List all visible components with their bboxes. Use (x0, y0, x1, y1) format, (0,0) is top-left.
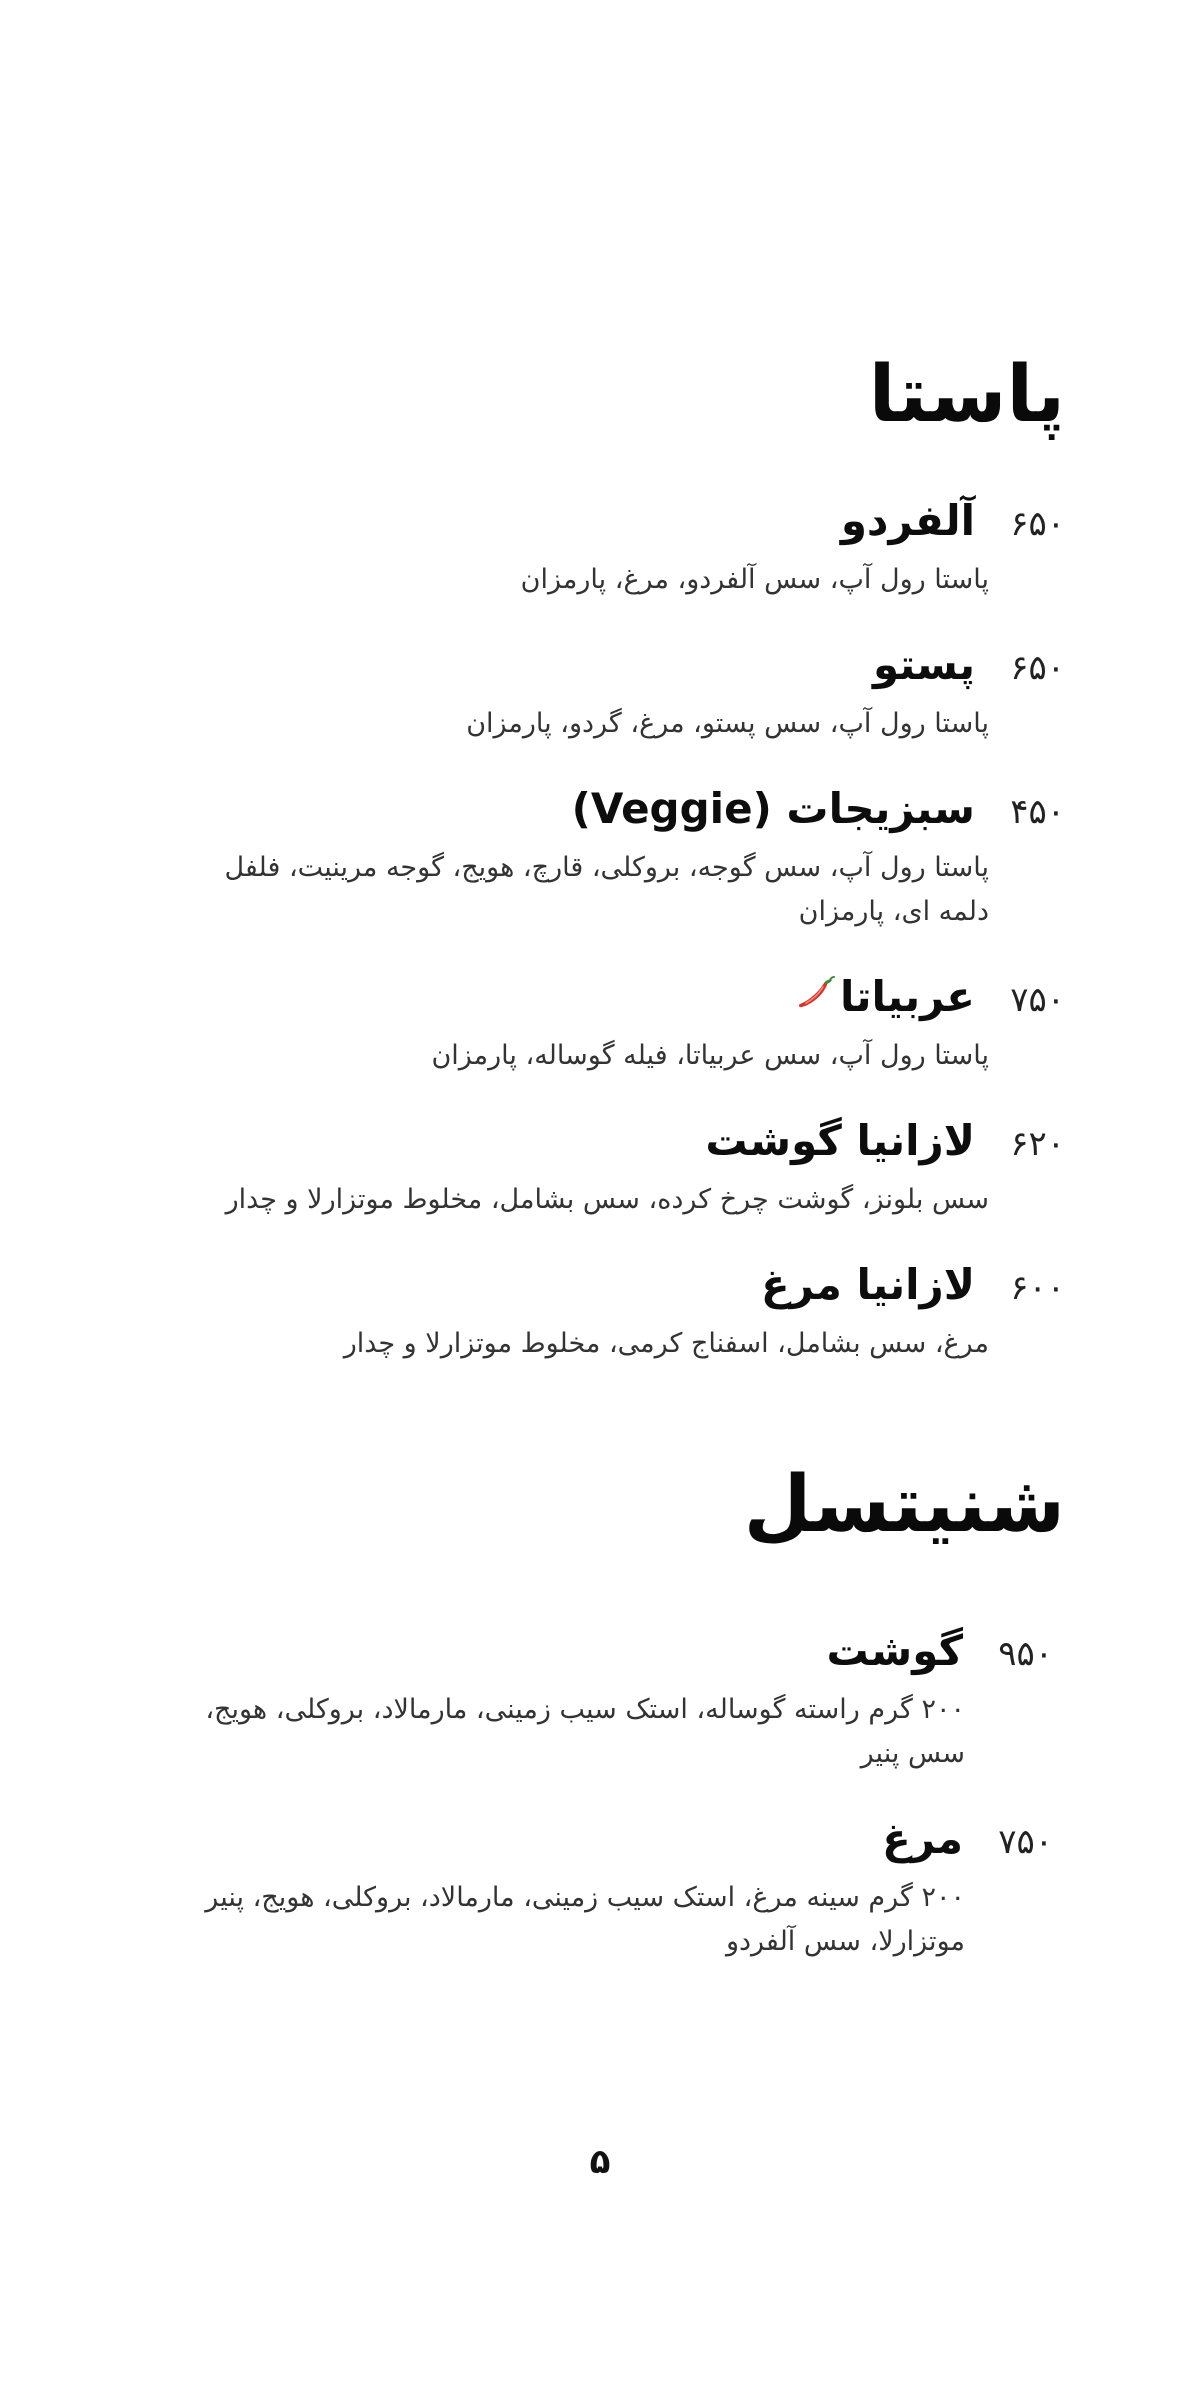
item-name: گوشت (826, 1626, 963, 1675)
item-price: ۷۵۰ (1010, 980, 1065, 1020)
chili-pepper-icon (796, 975, 836, 1011)
item-description: پاستا رول آپ، سس پستو، مرغ، گردو، پارمزان (466, 708, 989, 739)
item-description: پاستا رول آپ، سس گوجه، بروکلی، قارچ، هویج، گوجه مرینیت، فلفل دلمه ای، پارمزان (224, 852, 989, 927)
pasta-section-title: پاستا (868, 350, 1065, 440)
schnitzel-section-title: شنیتسل (743, 1460, 1065, 1550)
menu-item-header (65, 1622, 1053, 1680)
item-price: ۴۵۰ (1010, 792, 1065, 832)
item-price: ۶۵۰ (1010, 648, 1065, 688)
item-description: پاستا رول آپ، سس آلفردو، مرغ، پارمزان (520, 564, 989, 595)
menu-item-beef-schnitzel (65, 1622, 1065, 1776)
item-name: عربیاتا (839, 972, 975, 1021)
menu-item-header (65, 1256, 1065, 1314)
item-description: مرغ، سس بشامل، اسفناج کرمی، مخلوط موتزارلا و چدار (343, 1328, 989, 1359)
menu-item-header (65, 1112, 1065, 1170)
item-name: لازانیا مرغ (761, 1260, 975, 1309)
menu-item-header (65, 636, 1065, 694)
menu-item-chicken-schnitzel (65, 1810, 1065, 1964)
menu-item-chicken-lasagna (65, 1256, 1065, 1366)
item-description: ۲۰۰ گرم راسته گوساله، استک سیب زمینی، مارمالاد، بروکلی، هویج، سس پنیر (205, 1694, 965, 1769)
pasta-section (65, 340, 1065, 1400)
menu-item-header (65, 780, 1065, 838)
item-price: ۷۵۰ (998, 1822, 1053, 1862)
item-price: ۹۵۰ (998, 1634, 1053, 1674)
item-name: پستو (873, 640, 975, 689)
item-price: ۶۲۰ (1010, 1124, 1065, 1164)
menu-item-header (65, 1810, 1053, 1868)
item-name: لازانیا گوشت (705, 1116, 975, 1165)
item-description: پاستا رول آپ، سس عربیاتا، فیله گوساله، پارمزان (431, 1040, 989, 1071)
menu-item-arrabbiata (65, 968, 1065, 1078)
item-name: سبزیجات (Veggie) (571, 784, 975, 833)
item-name: آلفردو (840, 496, 975, 545)
menu-item-beef-lasagna (65, 1112, 1065, 1222)
menu-item-pesto (65, 636, 1065, 746)
item-price: ۶۵۰ (1010, 504, 1065, 544)
menu-item-header (65, 968, 1065, 1026)
item-description: ۲۰۰ گرم سینه مرغ، استک سیب زمینی، مارمالاد، بروکلی، هویج، پنیر موتزارلا، سس آلفردو (205, 1882, 965, 1957)
page-number: ۵ (589, 2142, 611, 2182)
menu-item-alfredo (65, 492, 1065, 602)
item-price: ۶۰۰ (1010, 1268, 1065, 1308)
item-name: مرغ (882, 1814, 963, 1863)
item-description: سس بلونز، گوشت چرخ کرده، سس بشامل، مخلوط موتزارلا و چدار (225, 1184, 989, 1215)
schnitzel-section (65, 1450, 1065, 1998)
menu-item-header (65, 492, 1065, 550)
menu-item-veggie (65, 780, 1065, 934)
